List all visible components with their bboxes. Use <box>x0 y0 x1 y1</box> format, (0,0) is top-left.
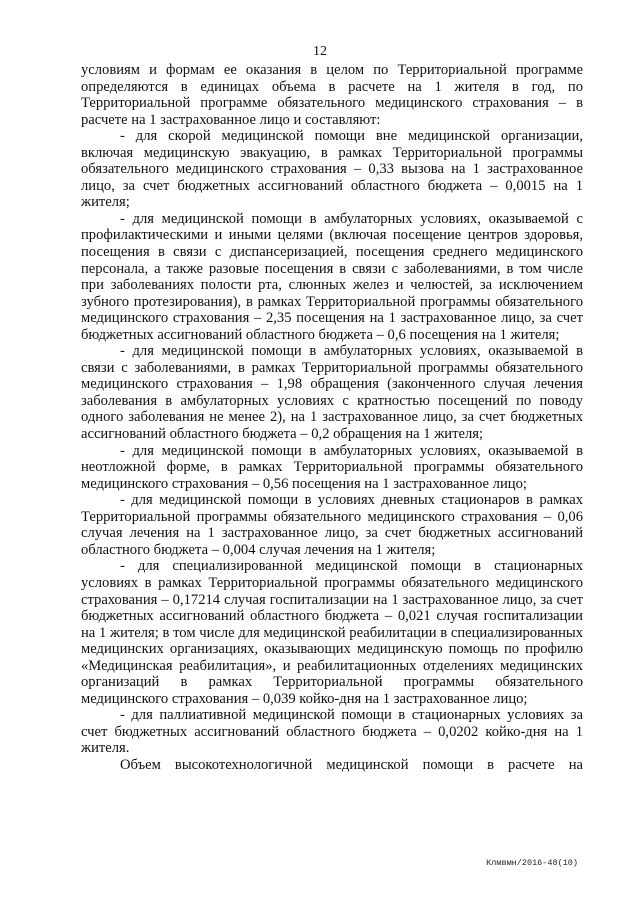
paragraph-outpatient-preventive: - для медицинской помощи в амбулаторных условиях, оказываемой с профилактическими и иными целями (включая посещение центров здоровья, посещения в связи с диспансеризацией, посещения среднего медицинского персонала, а также разовые посещения в связи с заболеваниями, в том числе при заболеваниях полости рта, слюнных желез и челюстей, за исключением зубного протезирования), в рамках Территориальной программы обязательного медицинского страхования – 2,35 посещения на 1 застрахованное лицо, за счет бюджетных ассигнований областного бюджета – 0,6 посещения на 1 жителя; <box>81 210 583 343</box>
page-number: 12 <box>313 44 327 59</box>
paragraph-day-hospital: - для медицинской помощи в условиях дневных стационаров в рамках Территориальной программы обязательного медицинского страхования – 0,06 случая лечения на 1 застрахованное лицо, за счет бюджетных ассигнований областного бюджета – 0,004 случая лечения на 1 жителя; <box>81 492 583 558</box>
paragraph-palliative-care: - для паллиативной медицинской помощи в стационарных условиях за счет бюджетных ассигнований областного бюджета – 0,0202 койко-дня на 1 жителя. <box>81 707 583 757</box>
document-footer-code: Клмвмн/2016-48(10) <box>486 858 578 868</box>
paragraph-intro-continuation: условиям и формам ее оказания в целом по Территориальной программе определяются в единицах объема в расчете на 1 жителя в год, по Территориальной программе обязательного медицинского страхования – в расчете на 1 застрахованное лицо и составляют: <box>81 62 583 128</box>
paragraph-outpatient-disease: - для медицинской помощи в амбулаторных условиях, оказываемой в связи с заболеваниями, в рамках Территориальной программы обязательного медицинского страхования – 1,98 обращения (законченного случая лечения заболевания в амбулаторных условиях с кратностью посещений по поводу одного заболевания не менее 2), на 1 застрахованное лицо, за счет бюджетных ассигнований областного бюджета – 0,2 обращения на 1 жителя; <box>81 343 583 443</box>
paragraph-emergency-care: - для скорой медицинской помощи вне медицинской организации, включая медицинскую эвакуацию, в рамках Территориальной программы обязательного медицинского страхования – 0,33 вызова на 1 застрахованное лицо, за счет бюджетных ассигнований областного бюджета – 0,0015 на 1 жителя; <box>81 128 583 211</box>
paragraph-outpatient-urgent: - для медицинской помощи в амбулаторных условиях, оказываемой в неотложной форме, в рамках Территориальной программы обязательного медицинского страхования – 0,56 посещения на 1 застрахованное лицо; <box>81 442 583 492</box>
paragraph-specialized-inpatient: - для специализированной медицинской помощи в стационарных условиях в рамках Территориальной программы обязательного медицинского страхования – 0,17214 случая госпитализации на 1 застрахованное лицо, за счет бюджетных ассигнований областного бюджета – 0,021 случая госпитализации на 1 жителя; в том числе для медицинской реабилитации в специализированных медицинских организациях, оказывающих медицинскую помощь по профилю «Медицинская реабилитация», и реабилитационных отделениях медицинских организаций в рамках Территориальной программы обязательного медицинского страхования – 0,039 койко-дня на 1 застрахованное лицо; <box>81 558 583 707</box>
document-body <box>81 62 583 774</box>
paragraph-high-tech-care: Объем высокотехнологичной медицинской помощи в расчете на <box>120 756 583 773</box>
